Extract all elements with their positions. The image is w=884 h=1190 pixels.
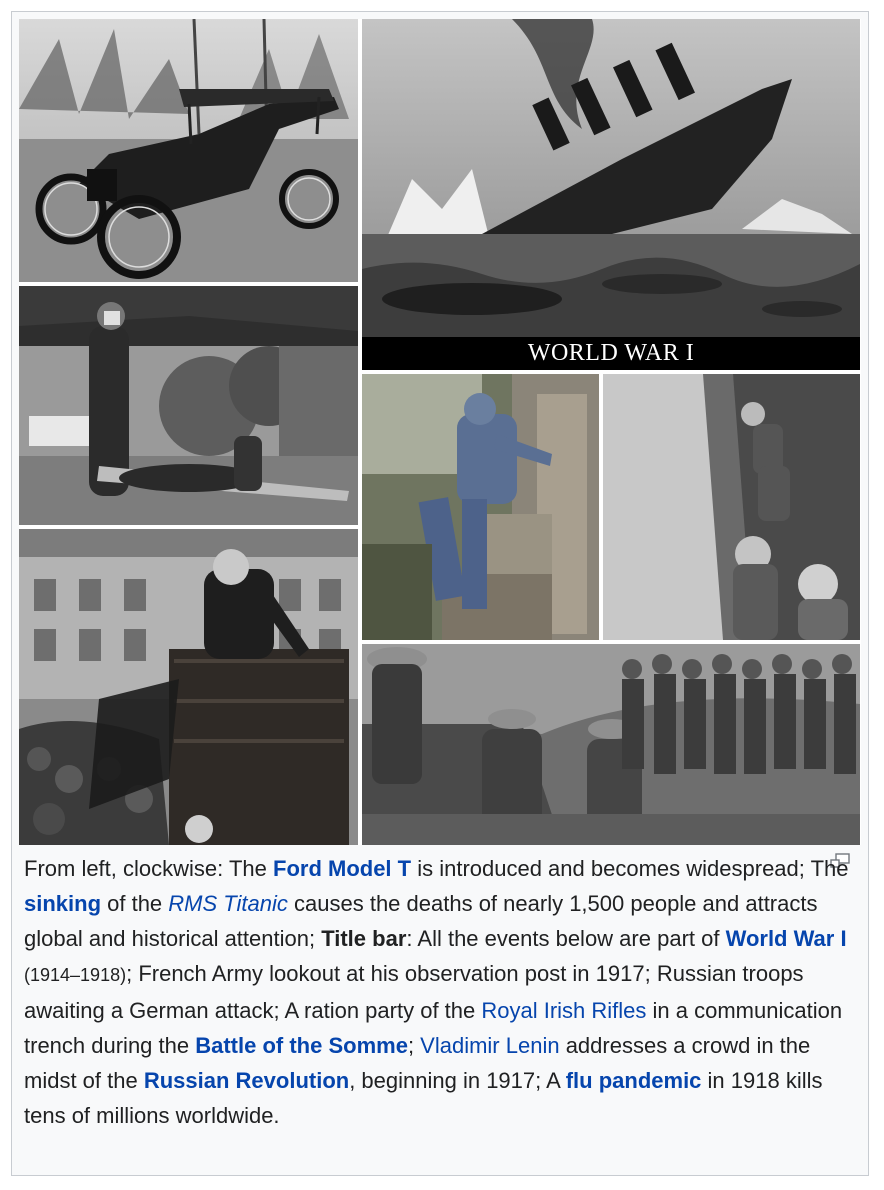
link-rms-titanic-label: RMS Titanic xyxy=(168,891,288,916)
link-royal-irish-rifles[interactable]: Royal Irish Rifles xyxy=(481,998,647,1023)
photo-titanic-sinking[interactable] xyxy=(362,19,860,337)
caption-text: ; xyxy=(407,1033,421,1058)
photo-russian-troops[interactable] xyxy=(603,374,860,640)
photo-royal-irish-rifles[interactable] xyxy=(362,644,860,845)
link-russian-revolution[interactable]: Russian Revolution xyxy=(143,1068,350,1093)
image-caption xyxy=(24,851,854,1133)
caption-title-bar-label: Title bar xyxy=(321,926,407,951)
photo-lenin-speech[interactable] xyxy=(19,529,358,845)
caption-text: From left, clockwise: The xyxy=(24,856,273,881)
caption-text: causes the deaths of nearly 1,500 people and attracts global and historical attention; xyxy=(24,891,818,951)
photo-french-lookout[interactable] xyxy=(362,374,599,640)
caption-text: , beginning in 1917; A xyxy=(349,1068,566,1093)
photo-flu-pandemic[interactable] xyxy=(19,286,358,525)
caption-text: ; French Army lookout at his observation post in 1917; Russian troops awaiting a German attack; A ration party of the xyxy=(24,961,804,1023)
title-bar: WORLD WAR I xyxy=(362,337,860,370)
collage-image[interactable] xyxy=(19,19,861,845)
photo-ford-model-t[interactable] xyxy=(19,19,358,282)
link-battle-of-the-somme[interactable]: Battle of the Somme xyxy=(195,1033,408,1058)
caption-text: in 1918 kills tens of millions worldwide. xyxy=(24,1068,823,1128)
link-world-war-i[interactable]: World War I xyxy=(725,926,847,951)
caption-text: : All the events below are part of xyxy=(406,926,726,951)
link-vladimir-lenin[interactable]: Vladimir Lenin xyxy=(420,1033,560,1058)
caption-text: is introduced and becomes widespread; The xyxy=(411,856,849,881)
link-ford-model-t[interactable]: Ford Model T xyxy=(273,856,412,881)
caption-ww1-years: (1914–1918) xyxy=(24,965,127,985)
link-rms-titanic[interactable] xyxy=(168,891,288,916)
caption-text: in a communication trench during the xyxy=(24,998,843,1058)
caption-text: of the xyxy=(101,891,169,916)
link-flu-pandemic[interactable]: flu pandemic xyxy=(565,1068,702,1093)
link-sinking[interactable]: sinking xyxy=(24,891,102,916)
caption-text: addresses a crowd in the midst of the xyxy=(24,1033,811,1093)
